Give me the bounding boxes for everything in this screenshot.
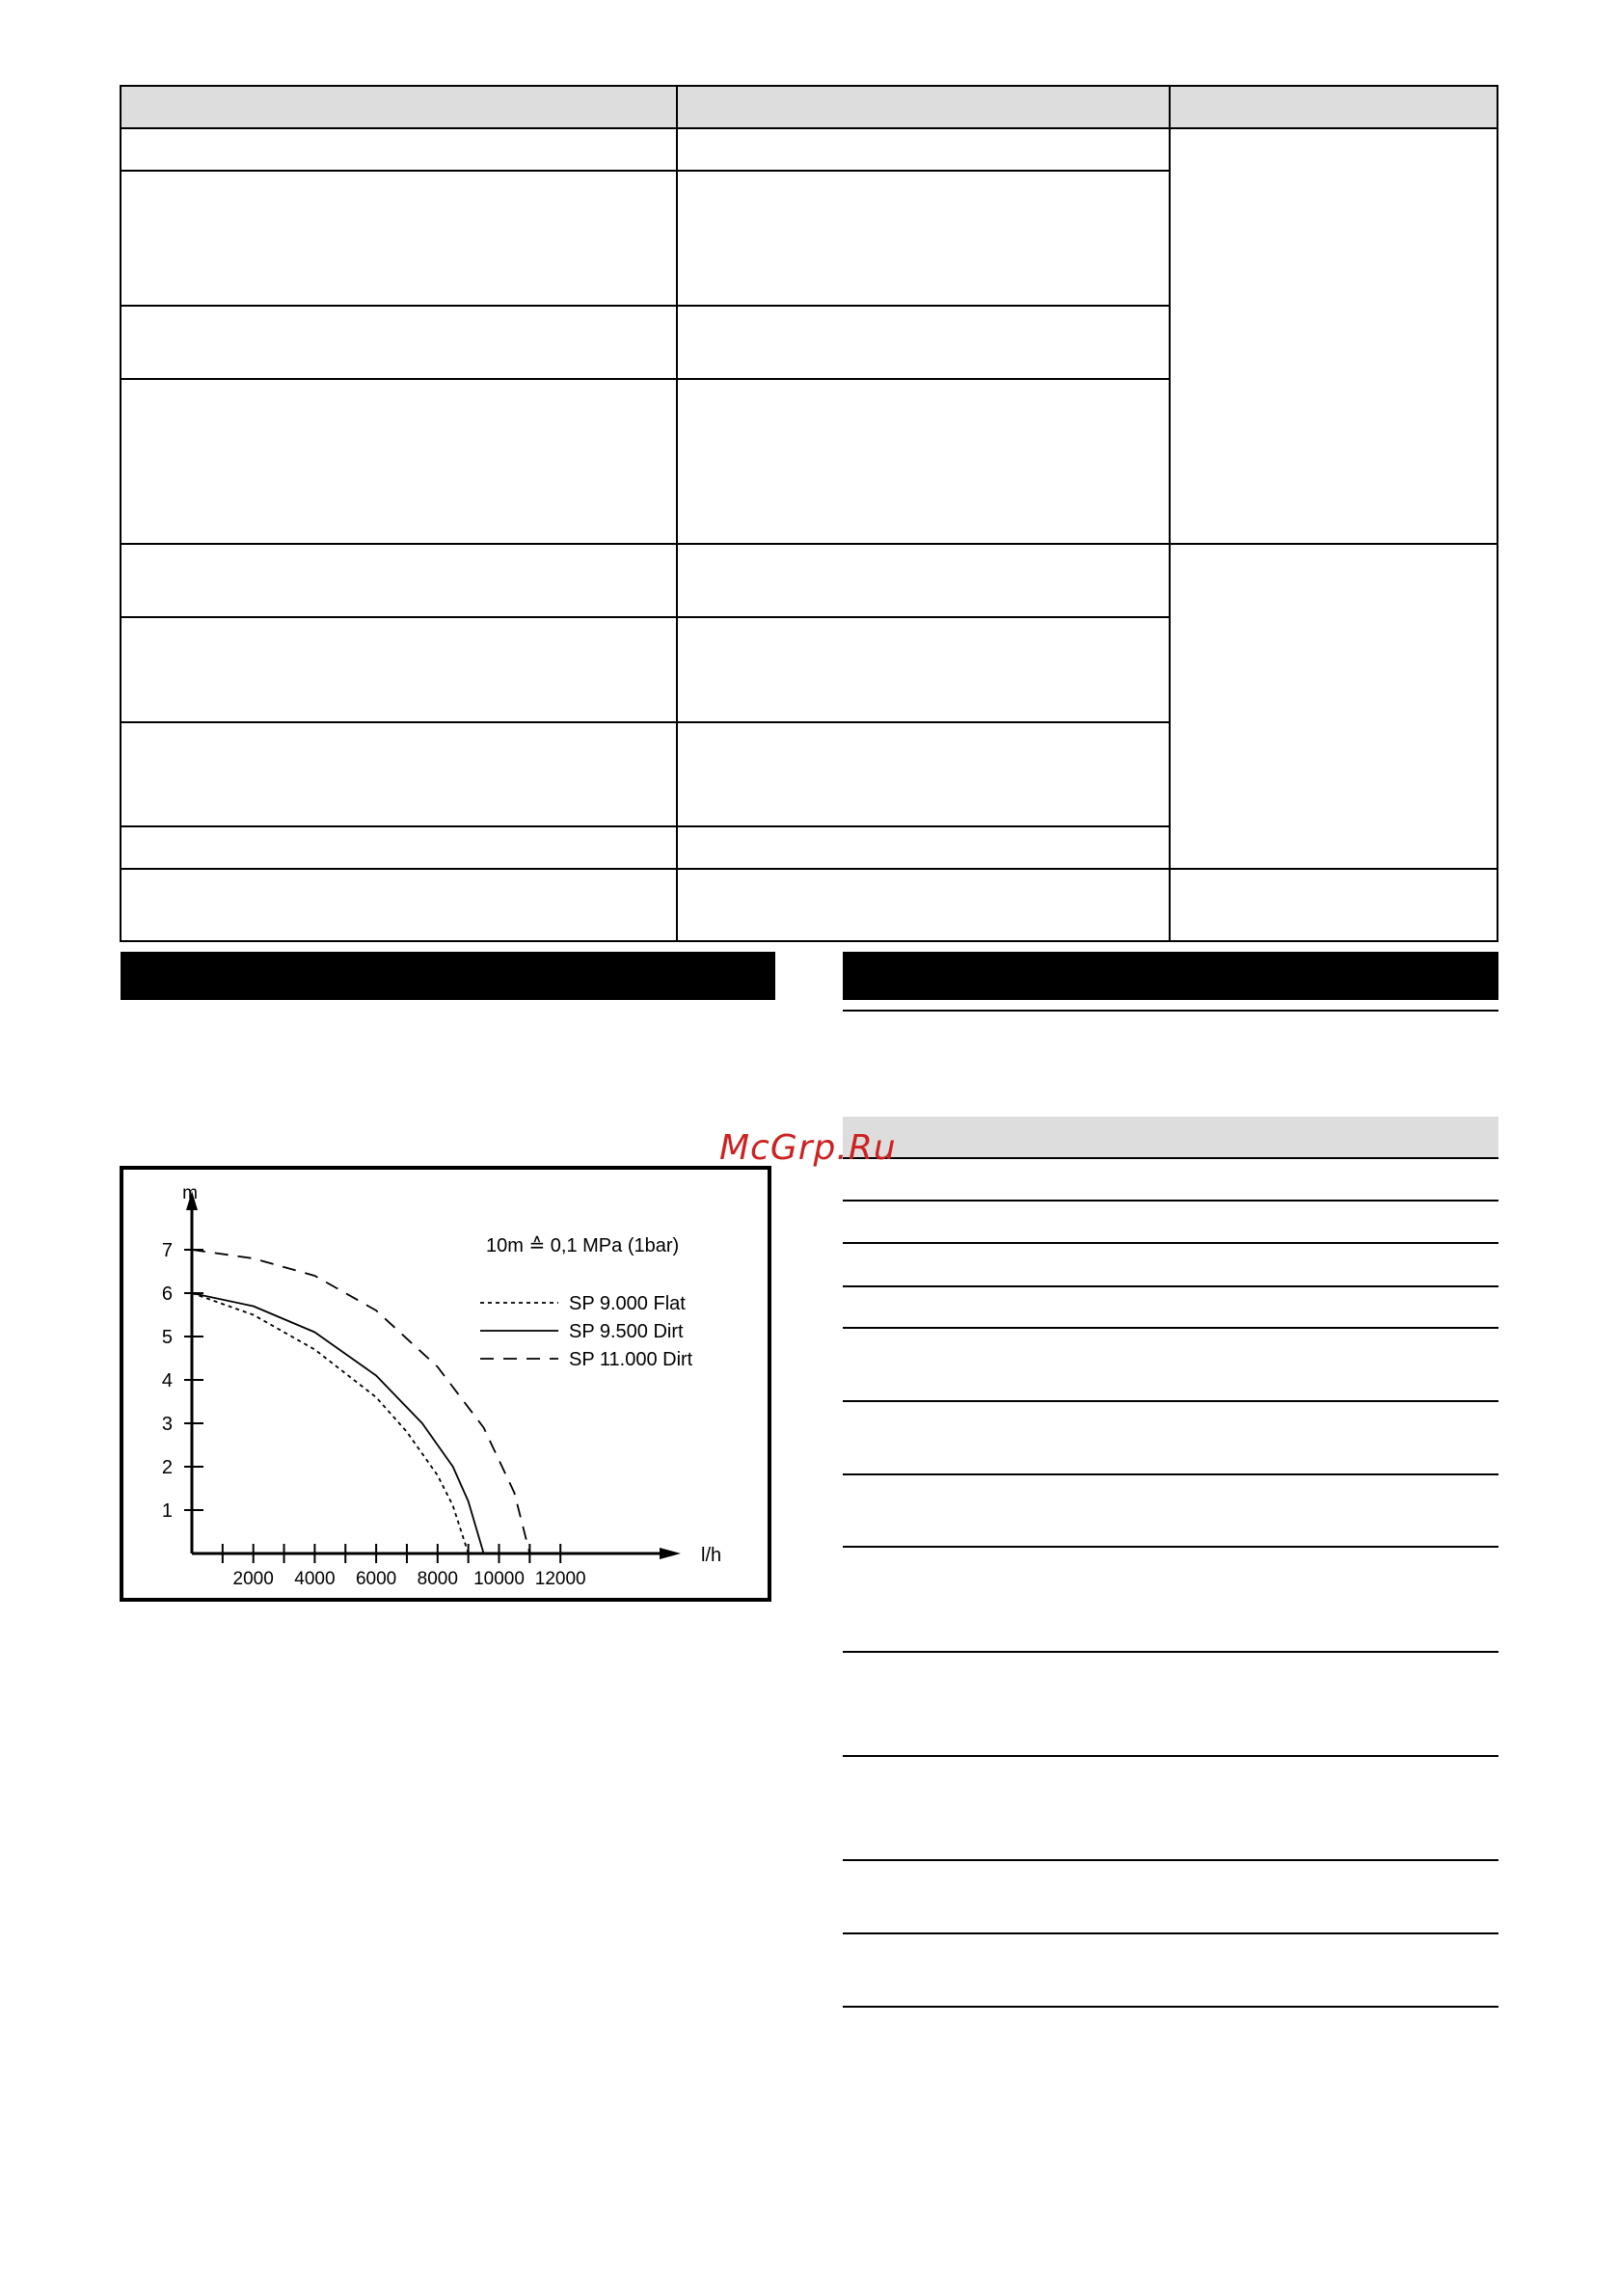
y-tick-label: 2 <box>161 1457 173 1478</box>
spec-rule <box>843 1651 1498 1653</box>
table-rule <box>121 543 1498 545</box>
spec-rule <box>843 1473 1498 1475</box>
x-tick-label: 12000 <box>534 1569 586 1589</box>
table-rule <box>121 170 1170 172</box>
spec-rule <box>843 1932 1498 1934</box>
y-axis-label: m <box>182 1183 198 1203</box>
y-tick-label: 4 <box>161 1370 173 1391</box>
x-tick-label: 10000 <box>473 1569 525 1589</box>
spec-rule <box>843 1755 1498 1757</box>
x-tick-label: 8000 <box>417 1569 458 1589</box>
x-axis-label: l/h <box>701 1545 722 1566</box>
table-rule <box>121 825 1170 827</box>
x-tick-label: 2000 <box>232 1569 274 1589</box>
watermark-text: McGrp.Ru <box>719 1128 897 1168</box>
legend-label: SP 9.500 Dirt <box>569 1321 684 1342</box>
legend-label: SP 9.000 Flat <box>569 1293 686 1314</box>
spec-header-row <box>843 1117 1498 1157</box>
spec-rule <box>843 2006 1498 2008</box>
table-rule <box>1169 85 1171 942</box>
y-tick-label: 3 <box>161 1414 173 1435</box>
spec-rule <box>843 1546 1498 1548</box>
table-rule <box>120 85 121 942</box>
table-rule <box>1497 85 1498 942</box>
left-section-bar <box>121 952 775 1000</box>
spec-rule <box>843 1400 1498 1402</box>
spec-rule <box>843 1859 1498 1861</box>
table-rule <box>121 721 1170 723</box>
y-tick-label: 7 <box>161 1240 173 1261</box>
y-tick-label: 6 <box>161 1283 173 1305</box>
spec-rule <box>843 1242 1498 1244</box>
x-tick-label: 6000 <box>355 1569 397 1589</box>
table-header-row <box>121 86 1497 127</box>
right-section-bar <box>843 952 1498 1000</box>
spec-rule <box>843 1285 1498 1287</box>
table-rule <box>121 127 1498 129</box>
table-rule <box>121 616 1170 618</box>
table-rule <box>121 868 1498 870</box>
spec-rule <box>843 1010 1498 1012</box>
x-tick-label: 4000 <box>294 1569 336 1589</box>
table-rule <box>121 940 1498 942</box>
table-rule <box>121 85 1498 87</box>
table-rule <box>676 85 678 942</box>
table-rule <box>121 378 1170 380</box>
spec-rule <box>843 1200 1498 1202</box>
table-rule <box>121 305 1170 307</box>
pump-curve-chart <box>120 1166 771 1602</box>
legend-label: SP 11.000 Dirt <box>569 1349 693 1370</box>
spec-rule <box>843 1327 1498 1329</box>
y-tick-label: 1 <box>161 1500 173 1522</box>
spec-rule <box>843 1157 1498 1159</box>
chart-annotation: 10m ≙ 0,1 MPa (1bar) <box>486 1235 680 1256</box>
y-tick-label: 5 <box>161 1327 173 1348</box>
chart-frame <box>121 1168 769 1600</box>
